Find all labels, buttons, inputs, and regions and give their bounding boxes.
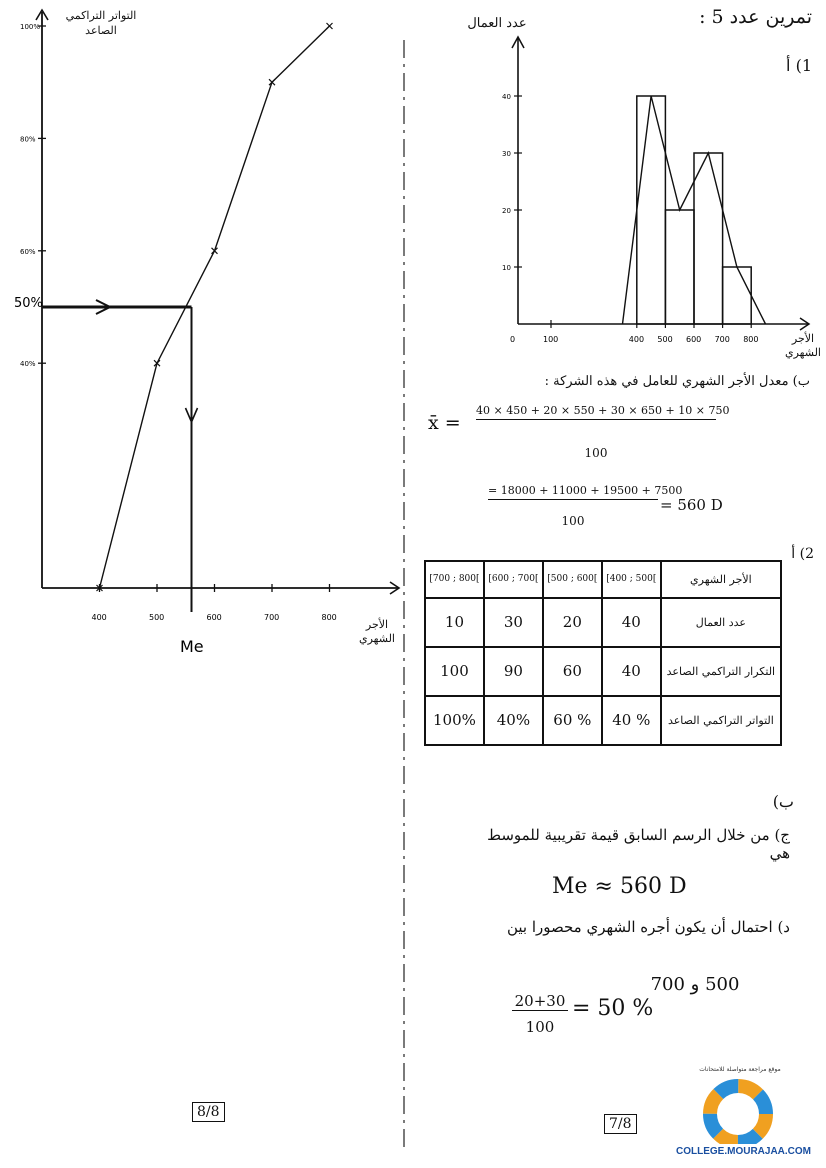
table-cell: 60 % [543,696,602,745]
answer-c-text: ج) من خلال الرسم السابق قيمة تقريبية للموسط هي [487,826,790,862]
answer-d-result: = 50 % [572,996,654,1021]
table-cell: 40 [602,647,661,696]
histogram-bar [665,210,694,324]
hist-x-tick-label: 0 [510,335,516,344]
ogive-y-tick-label: 80% [20,135,36,144]
table-row-label: الأجر الشهري [661,561,781,598]
histogram-bar [637,96,666,324]
ogive-y-tick-label: 100% [20,23,41,31]
table-row [425,647,781,696]
table-cell: 60 [543,647,602,696]
site-logo [700,1076,780,1144]
hist-x-label: الأجر الشهري [785,332,821,360]
histogram-bar [694,153,723,324]
page-number-right: 7/8 [604,1114,637,1134]
answer-d-numerator: 20+30 [512,992,568,1011]
table-row [425,598,781,647]
hist-x-tick-label: 800 [743,335,759,344]
mean-result: = 560 D [660,496,723,514]
ogive-chart [0,0,410,680]
ogive-y-tick-label: 40% [20,360,36,369]
cumulative-table [424,560,782,746]
mean-question: ب) معدل الأجر الشهري للعامل في هذه الشركة : [544,374,810,389]
ogive-x-tick-label: 800 [321,613,337,622]
table-cell: 40 % [602,696,661,745]
answer-d-text: د) احتمال أن يكون أجره الشهري محصورا بين [506,918,790,936]
site-url: COLLEGE.MOURAJAA.COM [676,1146,811,1157]
ogive-x-tick-label: 600 [206,613,222,622]
mean-lhs: x̄ = [428,412,461,434]
answer-d-denominator: 100 [525,1018,555,1036]
hist-x-tick-label: 400 [628,335,645,344]
table-row-label: التواتر التراكمي الصاعد [661,696,781,745]
table-cell: [600 ; 700[ [484,561,543,598]
mean-sum-denominator: 100 [561,514,585,528]
hist-y-label: عدد العمال [467,16,527,31]
table-number: 2) أ [791,546,814,562]
table-cell: 100% [425,696,484,745]
ogive-y-label-1: التواتر التراكمي الصاعد [65,9,137,38]
table-cell: [700 ; 800[ [425,561,484,598]
table-cell: [500 ; 600[ [543,561,602,598]
table-cell: 10 [425,598,484,647]
table-cell: [400 ; 500[ [602,561,661,598]
fifty-percent-label: 50% [14,296,43,311]
ogive-point [327,23,333,29]
ogive-x-tick-label: 500 [149,613,165,622]
answer-b-label: ب) [772,792,794,811]
mean-numerator: 40 × 450 + 20 × 550 + 30 × 650 + 10 × 750 [476,404,716,420]
histogram-bar [723,267,752,324]
answer-c-value: Me ≈ 560 D [552,874,687,899]
table-cell: 40 [602,598,661,647]
hist-y-tick-label: 30 [502,150,511,158]
page-number-left: 8/8 [192,1102,225,1122]
ogive-y-label [56,8,146,39]
part-label: 1) أ [786,56,812,75]
exercise-title: تمرين عدد 5 : [699,6,812,28]
answer-d-values: 500 و 700 [650,974,740,995]
hist-y-tick-label: 40 [502,93,511,101]
histogram-chart [410,0,826,400]
table-row-label: عدد العمال [661,598,781,647]
table-cell: 30 [484,598,543,647]
hist-x-tick-label: 500 [657,335,673,344]
ogive-x-tick-label: 700 [264,613,280,622]
ogive-x-label: الأجر الشهري [359,618,395,646]
table-row [425,561,781,598]
hist-x-tick-label: 700 [714,335,730,344]
ogive-x-tick-label: 400 [91,613,107,622]
hist-x-tick-label: 600 [686,335,702,344]
mean-denominator: 100 [584,446,608,460]
hist-y-tick-label: 10 [502,264,511,272]
hist-y-tick-label: 20 [502,207,511,215]
mean-sum: = 18000 + 11000 + 19500 + 7500 [488,484,658,500]
median-label: Me [180,637,204,656]
table-cell: 20 [543,598,602,647]
hist-x-tick-label: 100 [543,335,559,344]
table-row-label: التكرار التراكمي الصاعد [661,647,781,696]
ogive-y-tick-label: 60% [20,247,36,256]
table-row [425,696,781,745]
table-cell: 90 [484,647,543,696]
table-cell: 40% [484,696,543,745]
logo-caption: موقع مراجعة متواصلة للامتحانات [699,1066,781,1073]
table-cell: 100 [425,647,484,696]
